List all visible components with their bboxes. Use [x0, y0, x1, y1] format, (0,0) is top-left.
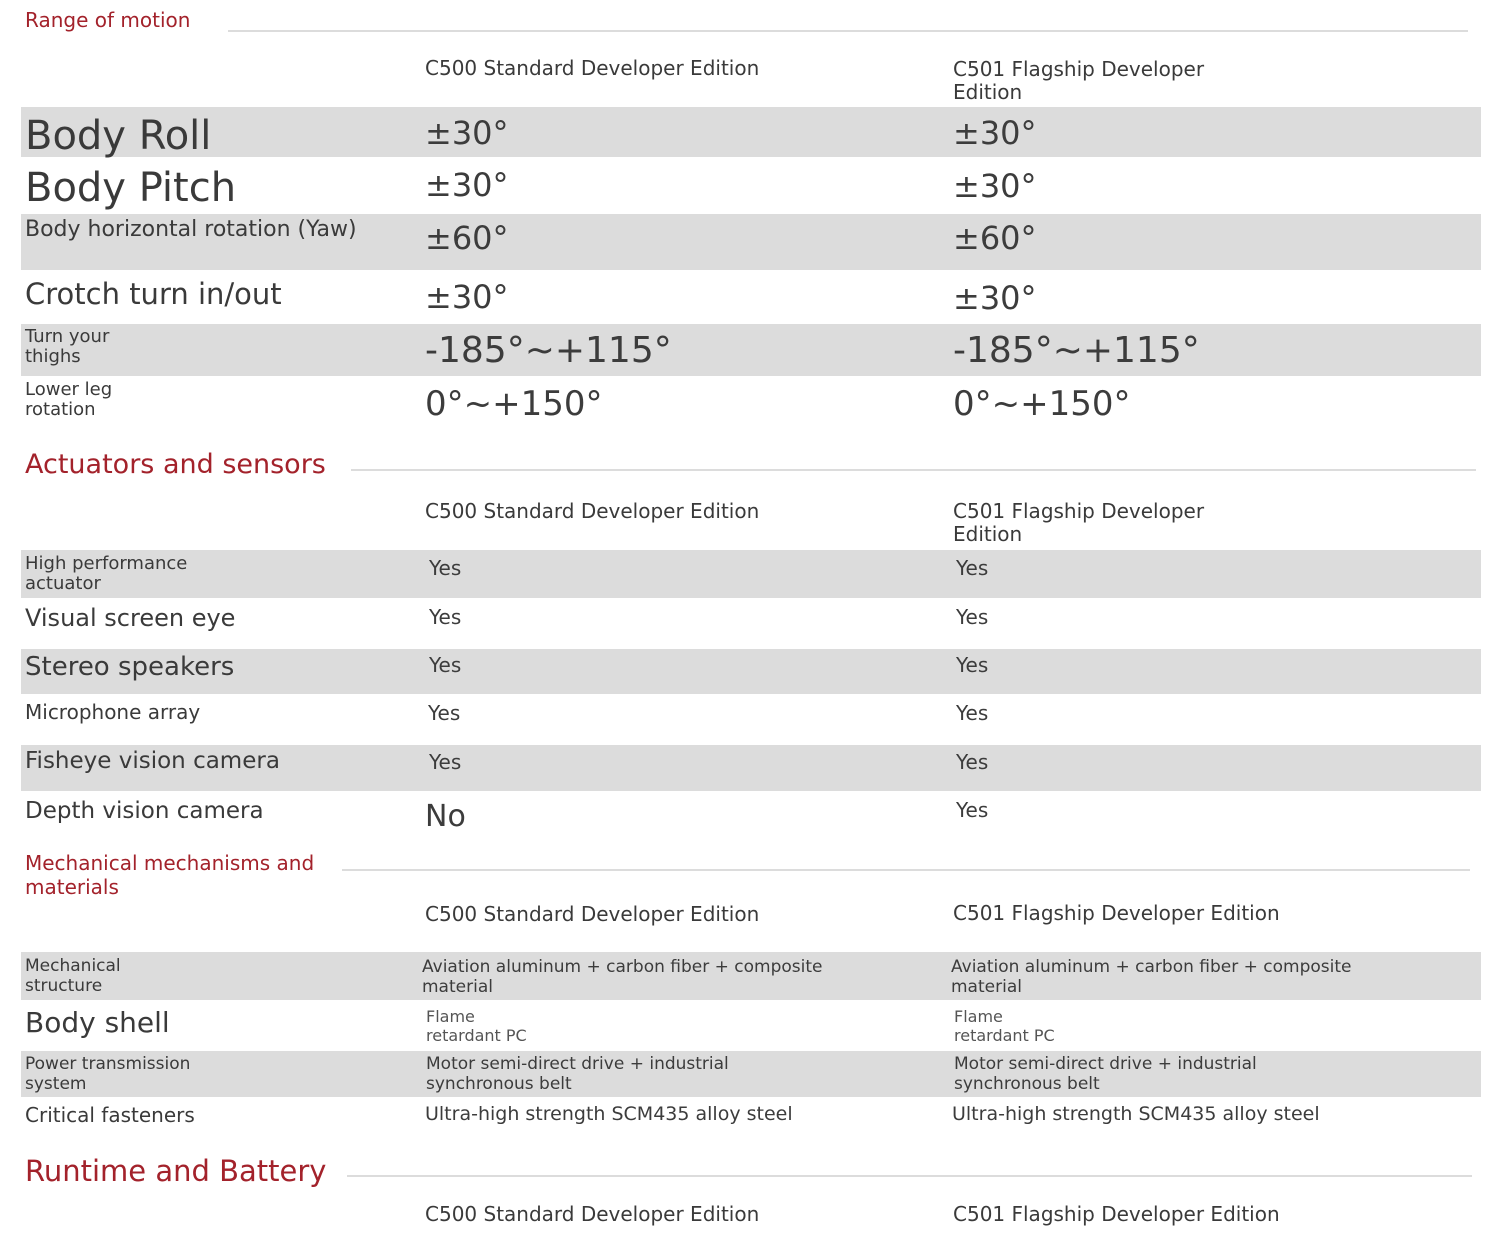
row-label: Visual screen eye: [25, 604, 236, 632]
cell-c500: Motor semi-direct drive + industrial synchronous belt: [426, 1054, 729, 1094]
cell-c501: ±30°: [953, 167, 1037, 205]
section-divider: [347, 1175, 1472, 1177]
cell-c501: Aviation aluminum + carbon fiber + composite material: [951, 957, 1352, 997]
cell-c501: Flame retardant PC: [954, 1007, 1055, 1045]
row-label: Microphone array: [25, 700, 201, 724]
row-label: Body shell: [25, 1006, 170, 1039]
cell-c501: Motor semi-direct drive + industrial synchronous belt: [954, 1054, 1257, 1094]
row-label: High performance actuator: [25, 553, 188, 594]
cell-c501: ±60°: [953, 219, 1037, 257]
section-divider: [228, 30, 1468, 32]
cell-c500: ±30°: [425, 166, 509, 204]
cell-c500: Yes: [429, 556, 462, 580]
section-title-runtime-battery: Runtime and Battery: [25, 1154, 327, 1188]
cell-c501: Yes: [956, 701, 989, 725]
row-label: Lower leg rotation: [25, 379, 113, 420]
cell-c500: Flame retardant PC: [426, 1007, 527, 1045]
row-band: [21, 324, 1481, 376]
column-header-c500: C500 Standard Developer Edition: [425, 902, 760, 926]
section-divider: [342, 869, 1470, 871]
row-label: Turn your thighs: [25, 326, 110, 367]
row-band: [21, 649, 1481, 694]
cell-c500: Ultra-high strength SCM435 alloy steel: [425, 1103, 793, 1125]
row-band: [21, 550, 1481, 598]
column-header-c500: C500 Standard Developer Edition: [425, 1202, 760, 1226]
cell-c501: ±30°: [953, 114, 1037, 152]
cell-c500: Yes: [429, 750, 462, 774]
row-label: Body Roll: [25, 113, 212, 159]
cell-c501: Yes: [956, 653, 989, 677]
cell-c501: Yes: [956, 605, 989, 629]
section-title-range-of-motion: Range of motion: [25, 8, 191, 32]
section-title-actuators-sensors: Actuators and sensors: [25, 449, 326, 480]
cell-c500: Aviation aluminum + carbon fiber + composite material: [422, 957, 823, 997]
row-label: Critical fasteners: [25, 1103, 195, 1127]
column-header-c501: C501 Flagship Developer Edition: [953, 901, 1280, 925]
row-label: Depth vision camera: [25, 798, 264, 824]
column-header-c500: C500 Standard Developer Edition: [425, 56, 760, 80]
column-header-c501: C501 Flagship Developer Edition: [953, 57, 1205, 104]
cell-c501: Yes: [956, 798, 989, 822]
cell-c500: Yes: [429, 605, 462, 629]
cell-c500: ±30°: [425, 114, 509, 152]
row-label: Mechanical structure: [25, 956, 121, 996]
row-label: Stereo speakers: [25, 652, 235, 682]
column-header-c501: C501 Flagship Developer Edition: [953, 499, 1205, 546]
cell-c501: -185°~+115°: [953, 330, 1200, 371]
cell-c500: No: [425, 799, 466, 834]
column-header-c500: C500 Standard Developer Edition: [425, 499, 760, 523]
section-title-mechanical: Mechanical mechanisms and materials: [25, 851, 315, 899]
row-label: Body horizontal rotation (Yaw): [25, 217, 357, 242]
cell-c500: 0°~+150°: [425, 384, 603, 424]
section-divider: [351, 469, 1476, 471]
row-label: Body Pitch: [25, 165, 237, 211]
row-band: [21, 107, 1481, 157]
cell-c501: Yes: [956, 556, 989, 580]
cell-c500: ±60°: [425, 219, 509, 257]
cell-c500: Yes: [428, 701, 461, 725]
column-header-c501: C501 Flagship Developer Edition: [953, 1202, 1280, 1226]
cell-c501: 0°~+150°: [953, 384, 1131, 424]
cell-c500: -185°~+115°: [425, 330, 672, 371]
row-label: Crotch turn in/out: [25, 277, 282, 311]
row-label: Power transmission system: [25, 1054, 191, 1094]
cell-c500: Yes: [429, 653, 462, 677]
cell-c501: ±30°: [953, 279, 1037, 317]
cell-c501: Ultra-high strength SCM435 alloy steel: [952, 1103, 1320, 1125]
row-label: Fisheye vision camera: [25, 748, 280, 774]
cell-c500: ±30°: [425, 278, 509, 316]
cell-c501: Yes: [956, 750, 989, 774]
